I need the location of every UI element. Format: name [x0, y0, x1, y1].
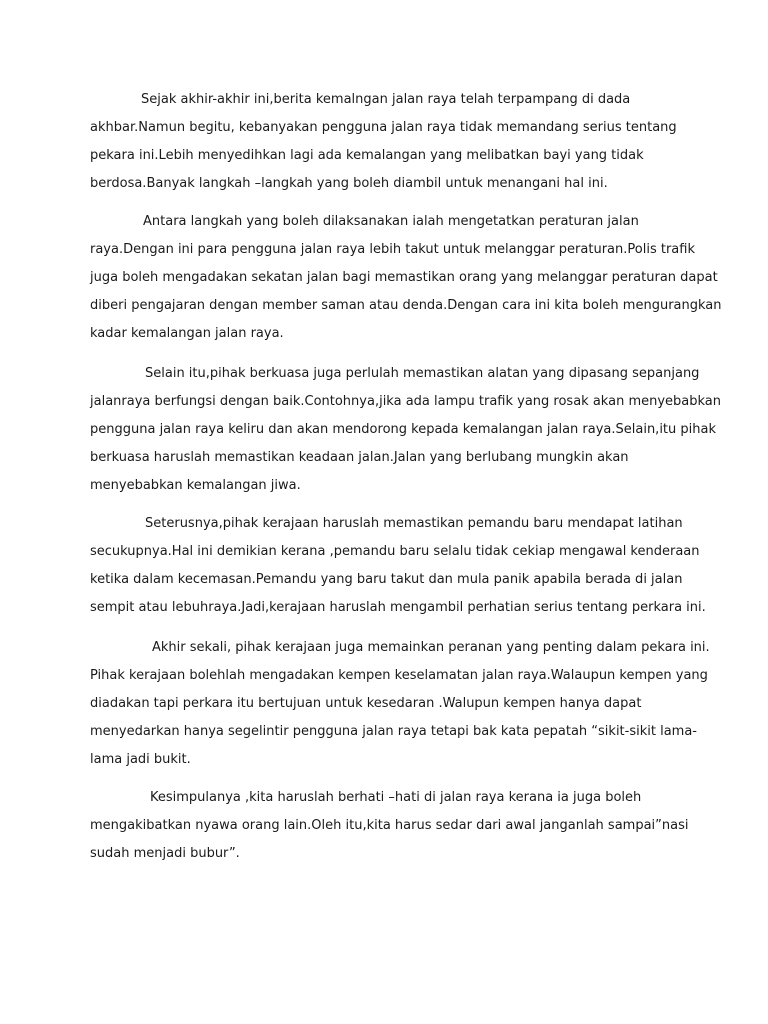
- paragraph-1-line-3: pekara ini.Lebih menyedihkan lagi ada kemalangan yang melibatkan bayi yang tidak: [90, 148, 644, 163]
- paragraph-5-line-2: Pihak kerajaan bolehlah mengadakan kempen keselamatan jalan raya.Walaupun kempen yang: [90, 668, 708, 683]
- paragraph-6-line-2: mengakibatkan nyawa orang lain.Oleh itu,kita harus sedar dari awal janganlah sampai”nasi: [90, 818, 689, 833]
- paragraph-5-line-1: Akhir sekali, pihak kerajaan juga memainkan peranan yang penting dalam pekara ini.: [152, 640, 710, 655]
- paragraph-2-line-1: Antara langkah yang boleh dilaksanakan ialah mengetatkan peraturan jalan: [143, 214, 639, 229]
- paragraph-3-line-4: berkuasa haruslah memastikan keadaan jalan.Jalan yang berlubang mungkin akan: [90, 450, 629, 465]
- paragraph-2-line-4: diberi pengajaran dengan member saman atau denda.Dengan cara ini kita boleh mengurangkan: [90, 298, 722, 313]
- paragraph-2-line-3: juga boleh mengadakan sekatan jalan bagi memastikan orang yang melanggar peraturan dapat: [90, 270, 718, 285]
- paragraph-2-line-2: raya.Dengan ini para pengguna jalan raya lebih takut untuk melanggar peraturan.Polis trafik: [90, 242, 695, 257]
- paragraph-3-line-3: pengguna jalan raya keliru dan akan mendorong kepada kemalangan jalan raya.Selain,itu pihak: [90, 422, 716, 437]
- paragraph-3-line-1: Selain itu,pihak berkuasa juga perlulah memastikan alatan yang dipasang sepanjang: [145, 366, 700, 381]
- paragraph-3-line-2: jalanraya berfungsi dengan baik.Contohnya,jika ada lampu trafik yang rosak akan menyebabkan: [90, 394, 722, 409]
- paragraph-4-line-1: Seterusnya,pihak kerajaan haruslah memastikan pemandu baru mendapat latihan: [145, 516, 683, 531]
- paragraph-1-line-1: Sejak akhir-akhir ini,berita kemalngan jalan raya telah terpampang di dada: [141, 92, 631, 107]
- paragraph-1-line-2: akhbar.Namun begitu, kebanyakan pengguna jalan raya tidak memandang serius tentang: [90, 120, 677, 135]
- paragraph-5-line-3: diadakan tapi perkara itu bertujuan untuk kesedaran .Walupun kempen hanya dapat: [90, 696, 642, 711]
- paragraph-4-line-2: secukupnya.Hal ini demikian kerana ,pemandu baru selalu tidak cekiap mengawal kenderaan: [90, 544, 700, 559]
- paragraph-4-line-4: sempit atau lebuhraya.Jadi,kerajaan haruslah mengambil perhatian serius tentang perkara ini.: [90, 600, 706, 615]
- paragraph-3-line-5: menyebabkan kemalangan jiwa.: [90, 478, 301, 493]
- paragraph-1-line-4: berdosa.Banyak langkah –langkah yang boleh diambil untuk menangani hal ini.: [90, 176, 608, 191]
- paragraph-6-line-3: sudah menjadi bubur”.: [90, 846, 240, 861]
- paragraph-5-line-4: menyedarkan hanya segelintir pengguna jalan raya tetapi bak kata pepatah “sikit-sikit lama-: [90, 724, 698, 739]
- paragraph-5-line-5: lama jadi bukit.: [90, 752, 191, 767]
- paragraph-2-line-5: kadar kemalangan jalan raya.: [90, 326, 284, 341]
- paragraph-6-line-1: Kesimpulanya ,kita haruslah berhati –hati di jalan raya kerana ia juga boleh: [150, 790, 642, 805]
- paragraph-4-line-3: ketika dalam kecemasan.Pemandu yang baru takut dan mula panik apabila berada di jalan: [90, 572, 683, 587]
